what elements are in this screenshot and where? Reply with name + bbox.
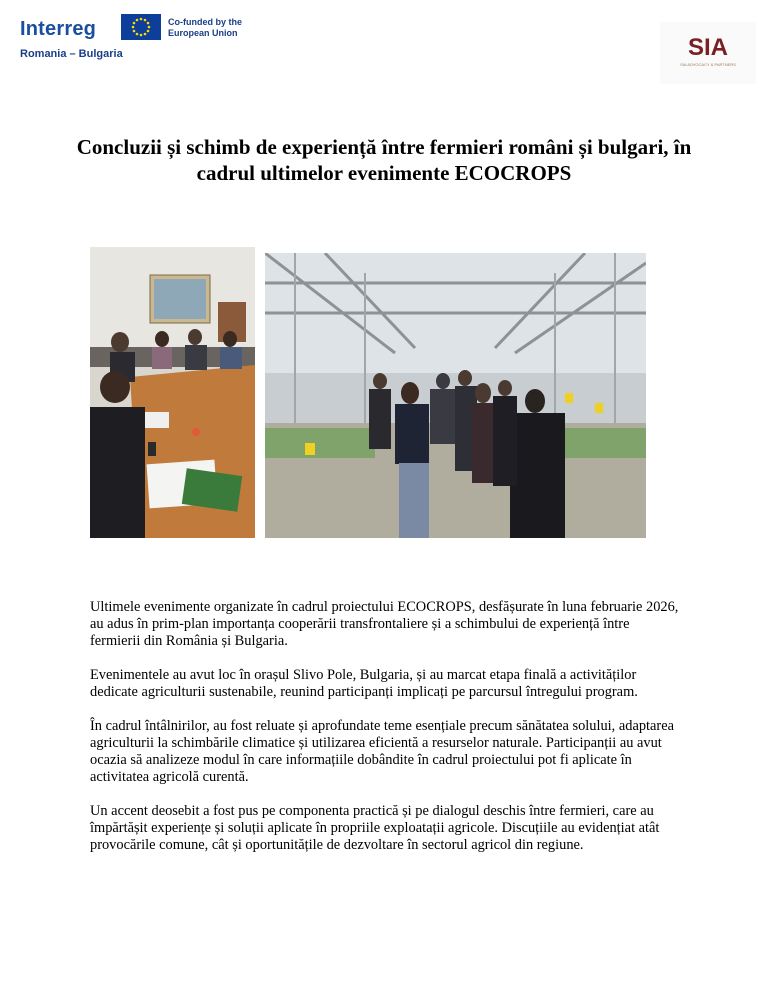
page-title: Concluzii și schimb de experiență între fermieri români și bulgari, în cadrul ultimelor evenimente ECOCROPS	[76, 135, 692, 185]
paragraph: Evenimentele au avut loc în orașul Slivo Pole, Bulgaria, și au marcat etapa finală a activităților dedicate agriculturii sustenabile, reunind participanți implicați pe parcursul întregului program.	[90, 667, 638, 700]
meeting-photo-icon	[90, 247, 255, 538]
paragraph: Ultimele evenimente organizate în cadrul proiectului ECOCROPS, desfășurate în luna februarie 2026, au adus în prim-plan importanța cooperării transfrontaliere și a schimbului de experiență între fermierii din România și Bulgaria.	[90, 599, 679, 649]
sia-logo-tagline: SIA ADVOCACY & PARTNERS	[680, 62, 736, 67]
paragraph: Un accent deosebit a fost pus pe componenta practică și pe dialogul deschis între fermieri, care au împărtășit experiențe și soluții aplicate în propriile exploatații agricole. Discuțiile au evidențiat atât provocările comune, cât și oportunitățile de dezvoltare în sectorul agricol din regiune.	[90, 803, 660, 853]
eu-flag-icon	[121, 14, 161, 40]
greenhouse-photo	[265, 253, 646, 538]
sia-logo	[660, 22, 756, 84]
interreg-logo: Interreg	[20, 18, 97, 40]
meeting-photo	[90, 247, 255, 538]
paragraph: În cadrul întâlnirilor, au fost reluate și aprofundate teme esențiale precum sănătatea solului, adaptarea agriculturii la schimbările climatice și utilizarea eficientă a resurselor naturale. Participanții au avut ocazia să analizeze modul în care informațiile dobândite în cadrul proiectului pot fi aplicate în activitatea agricolă curentă.	[90, 718, 674, 785]
article-body	[90, 599, 682, 871]
program-name: Romania – Bulgaria	[20, 48, 123, 60]
greenhouse-photo-icon	[265, 253, 646, 538]
sia-logo-text: SIA	[687, 34, 728, 61]
eu-cofunded-label: Co-funded by the European Union	[168, 17, 242, 38]
